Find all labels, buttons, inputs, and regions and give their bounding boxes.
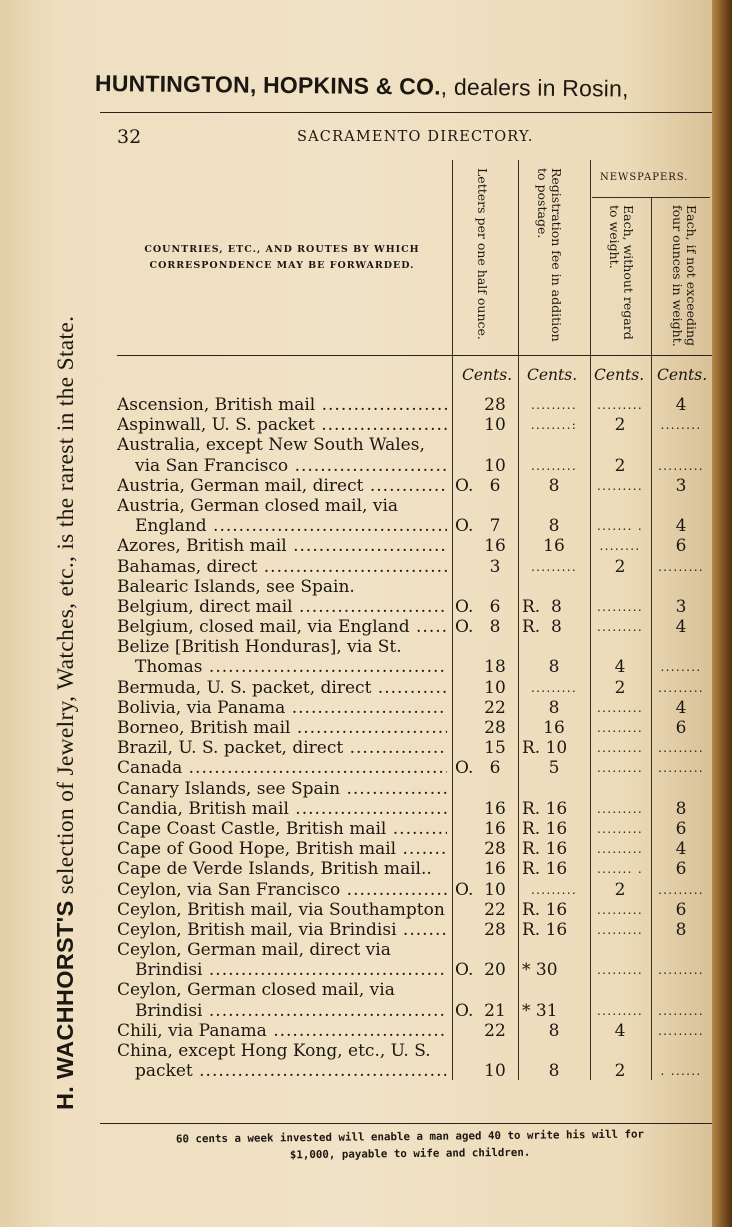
country-route: Cape of Good Hope, British mail ..... [117,839,447,859]
newspaper-four-oz-rate: 4 [675,697,687,718]
letters-rate: 6 [489,758,501,779]
table-row [0,678,712,698]
country-route: Ceylon, via San Francisco ..... [117,880,447,900]
table-row [0,920,712,940]
header-rule [117,355,712,356]
letters-rate: 10 [484,1061,506,1082]
country-route: England ..... [135,516,447,536]
table-row [0,617,712,637]
country-route: Thomas ..... [135,657,447,677]
each-column-header: Each, without regard to weight. [607,205,636,340]
countries-column-header: COUNTRIES, ETC., AND ROUTES BY WHICH CORRESPONDENCE MAY BE FORWARDED. [144,244,420,271]
letters-rate: 16 [484,536,506,557]
table-row [0,980,712,1000]
table-row [0,597,712,617]
country-route: Borneo, British mail ..... [117,718,447,738]
table-row [0,657,712,677]
newspaper-four-oz-rate: ......... [657,882,705,897]
country-route: Azores, British mail ..... [117,536,447,556]
unit-label: Cents. [657,366,708,384]
newspaper-four-oz-rate: ......... [657,458,705,473]
registration-fee: R. 8 [522,617,562,638]
table-row [0,779,712,799]
registration-fee: 5 [548,758,560,779]
letters-prefix: O. [455,596,474,617]
letters-rate: 15 [484,738,506,759]
letters-rate: 28 [484,919,506,940]
newspaper-rate: ......... [596,700,644,715]
newspaper-rate: 2 [614,415,626,436]
table-row [0,859,712,879]
bottom-ad-line: 60 cents a week invested will enable a man aged 40 to write his will for [175,1127,644,1146]
table-row [0,557,712,577]
letters-prefix: O. [455,758,474,779]
registration-fee: 8 [548,657,560,678]
letters-column-header: Letters per one half ounce. [475,168,490,340]
country-route: via San Francisco ..... [135,456,447,476]
table-row [0,476,712,496]
newspaper-rate: 4 [614,1020,626,1041]
newspaper-rate: ......... [596,478,644,493]
registration-fee: R. 16 [522,899,568,920]
letters-rate: 18 [484,657,506,678]
newspaper-rate: ........ [599,539,641,554]
registration-column-header: Registration fee in addition to postage. [535,168,564,342]
registration-fee: 8 [548,1020,560,1041]
table-row [0,395,712,415]
table-row [0,435,712,455]
table-row [0,758,712,778]
newspaper-four-oz-rate: 6 [675,536,687,557]
newspaper-rate: ......... [596,741,644,756]
letters-rate: 10 [484,879,506,900]
registration-fee: R. 8 [522,596,562,617]
newspaper-four-oz-rate: 8 [675,798,687,819]
newspaper-rate: 2 [614,677,626,698]
letters-rate: 22 [484,1020,506,1041]
newspaper-rate: ......... [596,620,644,635]
letters-rate: 28 [484,718,506,738]
newspaper-rate: ....... . [596,519,644,534]
table-row [0,1021,712,1041]
table-row [0,819,712,839]
newspaper-rate: ......... [596,398,644,412]
country-route: Ceylon, British mail, via Southampton [117,899,445,920]
country-route: Belize [British Honduras], via St. [117,637,402,658]
table-row [0,496,712,516]
country-route: Balearic Islands, see Spain. [117,576,355,597]
table-row [0,415,712,435]
country-route: Cape de Verde Islands, British mail.. [117,859,432,880]
letters-rate: 28 [484,395,506,415]
country-route: Austria, German closed mail, via [117,495,399,516]
letters-rate: 10 [484,415,506,436]
side-ad-rest: selection of Jewelry, Watches, etc., is the rarest in the State. [53,315,79,895]
page-number: 32 [117,126,142,148]
registration-fee: R. 16 [522,839,568,860]
newspaper-four-oz-rate: ......... [657,680,705,695]
table-row [0,799,712,819]
letters-rate: 6 [489,596,501,617]
country-route: Ceylon, British mail, via Brindisi ..... [117,920,447,940]
letters-rate: 6 [489,475,501,496]
table-row [0,880,712,900]
newspaper-four-oz-rate: 4 [675,839,687,860]
newspaper-rate: 2 [614,455,626,476]
registration-fee: * 30 [522,960,558,981]
newspaper-rate: ......... [596,963,644,978]
registration-fee: R. 16 [522,818,568,839]
letters-rate: 10 [484,677,506,698]
newspaper-rate: ......... [596,902,644,917]
newspaper-rate: ......... [596,761,644,776]
country-route: Brazil, U. S. packet, direct ..... [117,738,447,758]
newspaper-rate: ......... [596,599,644,614]
letters-rate: 7 [489,516,501,537]
letters-prefix: O. [455,1000,474,1021]
country-route: Ceylon, German mail, direct via [117,940,391,961]
unit-label: Cents. [462,366,513,384]
registration-fee: * 31 [522,1000,558,1021]
table-row [0,900,712,920]
newspaper-four-oz-rate: 3 [675,596,687,617]
table-row [0,698,712,718]
newspaper-four-oz-rate: ......... [657,1023,705,1038]
letters-rate: 8 [489,617,501,638]
letters-rate: 28 [484,839,506,860]
newspaper-rate: 2 [614,879,626,900]
top-ad-firm: HUNTINGTON, HOPKINS & CO. [94,70,441,100]
newspaper-rate: ......... [596,842,644,857]
side-ad-name: H. WACHHORST'S [52,900,78,1110]
country-route: Aspinwall, U. S. packet ..... [117,415,447,435]
newspaper-rate: 4 [614,657,626,678]
letters-rate: 16 [484,859,506,880]
newspaper-four-oz-rate: 6 [675,859,687,880]
newspaper-four-oz-rate: ........ [660,660,702,675]
country-route: Cape Coast Castle, British mail ..... [117,819,447,839]
newspaper-four-oz-rate: 4 [675,617,687,638]
newspapers-group-header: NEWSPAPERS. [600,172,689,183]
table-row [0,738,712,758]
country-route: Bermuda, U. S. packet, direct ..... [117,678,447,698]
country-route: Ceylon, German closed mail, via [117,980,395,1001]
registration-fee: ......... [530,398,578,412]
registration-fee: R. 16 [522,859,568,880]
newspaper-four-oz-rate: ......... [657,559,705,574]
table-row [0,839,712,859]
registration-fee: 16 [543,536,565,557]
letters-rate: 3 [489,556,501,577]
letters-rate: 16 [484,798,506,819]
table-row [0,536,712,556]
newspaper-four-oz-rate: 4 [675,395,687,415]
letters-rate: 10 [484,455,506,476]
country-route: Bahamas, direct ..... [117,557,447,577]
country-route: Brindisi ..... [135,960,447,980]
registration-fee: 8 [548,475,560,496]
top-ad-rest: , dealers in Rosin, [440,73,629,102]
newspaper-four-oz-rate: 6 [675,899,687,920]
table-row [0,1001,712,1021]
newspaper-four-oz-rate: 8 [675,919,687,940]
letters-prefix: O. [455,516,474,537]
registration-fee: ......... [530,458,578,473]
letters-prefix: O. [455,960,474,981]
country-route: Australia, except New South Wales, [117,435,425,456]
registration-fee: 8 [548,1061,560,1082]
newspaper-four-oz-rate: ......... [657,963,705,978]
letters-prefix: O. [455,879,474,900]
country-route: Brindisi ..... [135,1001,447,1021]
table-row [0,516,712,536]
unit-label: Cents. [527,366,578,384]
registration-fee: ......... [530,882,578,897]
country-route: Ascension, British mail ..... [117,395,447,415]
letters-rate: 22 [484,899,506,920]
newspaper-rate: ......... [596,821,644,836]
table-row [0,1061,712,1081]
country-route: Belgium, direct mail ..... [117,597,447,617]
country-route: Canary Islands, see Spain ..... [117,779,447,799]
letters-rate: 21 [484,1000,506,1021]
table-row [0,637,712,657]
country-route: Candia, British mail ..... [117,799,447,819]
newspaper-four-oz-rate: ........ [660,418,702,433]
letters-rate: 16 [484,818,506,839]
table-row [0,456,712,476]
newspaper-four-oz-rate: ......... [657,1003,705,1018]
country-route: Canada ..... [117,758,447,778]
country-route: Austria, German mail, direct ..... [117,476,447,496]
letters-prefix: O. [455,617,474,638]
book-edge [712,0,732,1227]
table-row [0,940,712,960]
newspaper-rate: ......... [596,922,644,937]
newspaper-rate: ......... [596,801,644,816]
newspaper-four-oz-rate: 4 [675,516,687,537]
letters-prefix: O. [455,475,474,496]
country-route: China, except Hong Kong, etc., U. S. [117,1041,431,1061]
each-four-ounces-column-header: Each, if not exceeding four ounces in weight. [670,205,699,347]
running-head: SACRAMENTO DIRECTORY. [297,129,534,145]
postage-table [0,395,712,1081]
newspaper-rate: ......... [596,721,644,735]
registration-fee: 8 [548,697,560,718]
newspaper-four-oz-rate: 3 [675,475,687,496]
table-row [0,1041,712,1061]
registration-fee: ......... [530,559,578,574]
newspaper-four-oz-rate: ......... [657,741,705,756]
table-row [0,577,712,597]
table-row [0,960,712,980]
registration-fee: R. 16 [522,798,568,819]
bottom-ad-line: $1,000, payable to wife and children. [289,1145,531,1162]
newspaper-four-oz-rate: 6 [675,818,687,839]
country-route: Chili, via Panama ..... [117,1021,447,1041]
table-row [0,718,712,738]
country-route: Bolivia, via Panama ..... [117,698,447,718]
registration-fee: 8 [548,516,560,537]
letters-rate: 22 [484,697,506,718]
newspaper-rate: ....... . [596,862,644,877]
registration-fee: R. 10 [522,738,568,759]
newspaper-four-oz-rate: ......... [657,761,705,776]
country-route: Belgium, closed mail, via England ..... [117,617,447,637]
newspapers-rule [592,197,710,198]
registration-fee: R. 16 [522,919,568,940]
registration-fee: ........: [530,418,578,433]
newspaper-rate: 2 [614,1061,626,1082]
letters-rate: 20 [484,960,506,981]
newspaper-four-oz-rate: . ...... [660,1064,702,1079]
registration-fee: ......... [530,680,578,695]
newspaper-rate: 2 [614,556,626,577]
unit-label: Cents. [594,366,645,384]
country-route: packet ..... [135,1061,447,1081]
registration-fee: 16 [543,718,565,738]
newspaper-rate: ......... [596,1003,644,1018]
bottom-advertisement [110,1125,710,1165]
newspaper-four-oz-rate: 6 [675,718,687,738]
